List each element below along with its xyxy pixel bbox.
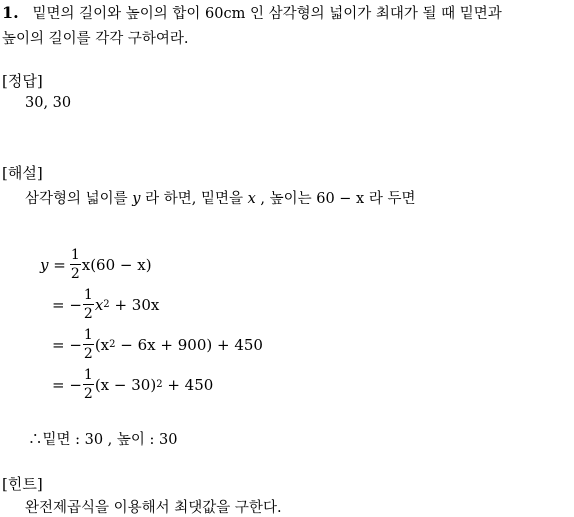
- eq3-fraction: [83, 328, 94, 361]
- equation-line-4: [52, 368, 213, 401]
- solution-intro-part3: , 높이는: [260, 191, 312, 207]
- hint-header: [힌트]: [2, 475, 43, 493]
- eq3-frac-den: 2: [83, 346, 93, 362]
- solution-intro-expr: 60 − x: [316, 191, 365, 207]
- eq3-frac-num: 1: [83, 327, 93, 343]
- solution-intro-part4: 라 두면: [368, 191, 416, 207]
- solution-intro: [25, 187, 415, 208]
- solution-conclusion: ∴밑면 : 30 , 높이 : 30: [28, 432, 178, 448]
- solution-intro-var-y: y: [132, 191, 141, 207]
- eq4-lhs: = −: [52, 375, 82, 394]
- equation-line-2: [52, 288, 159, 321]
- solution-intro-part1: 삼각형의 넓이를: [25, 191, 128, 207]
- eq4-rhs-b: + 450: [162, 375, 214, 394]
- eq2-fraction: [83, 288, 94, 321]
- eq2-rhs-b: + 30x: [109, 295, 160, 314]
- solution-header: [해설]: [2, 164, 43, 182]
- eq4-rhs-a: (x − 30): [94, 375, 157, 394]
- eq2-rhs-sup: 2: [103, 299, 110, 310]
- eq1-fraction: [70, 248, 81, 281]
- eq3-lhs: = −: [52, 335, 82, 354]
- answer-header: [정답]: [2, 72, 43, 90]
- equation-line-3: [52, 328, 263, 361]
- eq4-rhs-sup: 2: [156, 379, 163, 390]
- question-number: 1.: [2, 3, 19, 22]
- answer-value: 30, 30: [25, 95, 72, 111]
- eq2-frac-den: 2: [83, 306, 93, 322]
- eq4-fraction: [83, 368, 94, 401]
- eq1-frac-num: 1: [70, 247, 80, 263]
- question-line-1: [2, 2, 502, 23]
- solution-intro-var-x: x: [247, 191, 256, 207]
- question-text-line-2: 높이의 길이를 각각 구하여라.: [2, 31, 189, 47]
- solution-intro-part2: 라 하면, 밑면을: [145, 191, 243, 207]
- eq3-rhs-b: − 6x + 900) + 450: [115, 335, 263, 354]
- eq4-frac-den: 2: [83, 386, 93, 402]
- eq2-frac-num: 1: [83, 287, 93, 303]
- eq3-rhs-a: (x: [94, 335, 110, 354]
- question-text-line-1: 밑면의 길이와 높이의 합이 60cm 인 삼각형의 넓이가 최대가 될 때 밑면과: [32, 6, 502, 22]
- eq2-lhs: = −: [52, 295, 82, 314]
- eq2-rhs-a: x: [94, 295, 104, 314]
- eq1-lhs: y =: [40, 255, 66, 274]
- eq3-rhs-sup: 2: [109, 339, 116, 350]
- eq1-rhs: x(60 − x): [81, 255, 152, 274]
- hint-text: 완전제곱식을 이용해서 최댓값을 구한다.: [25, 500, 282, 516]
- eq1-frac-den: 2: [70, 266, 80, 282]
- eq4-frac-num: 1: [83, 367, 93, 383]
- equation-line-1: [40, 248, 152, 281]
